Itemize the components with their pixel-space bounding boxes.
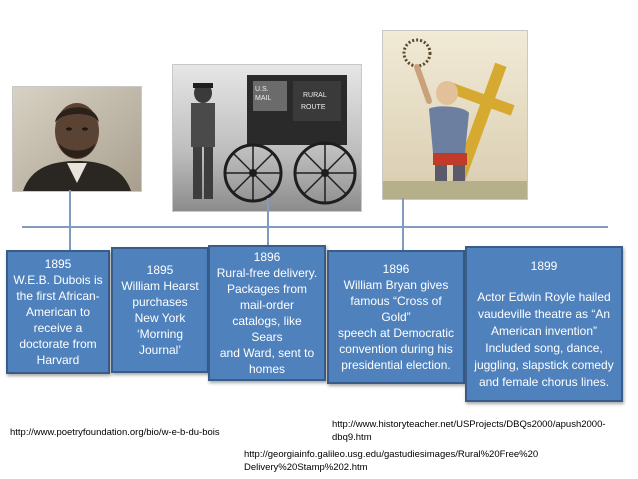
event-description: William Hearst purchases New York ‘Morning Journal’ — [121, 279, 199, 357]
svg-text:ROUTE: ROUTE — [301, 104, 326, 111]
event-year: 1899 — [530, 258, 558, 273]
timeline-axis — [22, 226, 608, 228]
event-year: 1896 — [253, 250, 281, 264]
svg-text:MAIL: MAIL — [255, 95, 272, 102]
svg-text:RURAL: RURAL — [303, 92, 327, 99]
source-caption-poetryfoundation: http://www.poetryfoundation.org/bio/w-e-b-du-bois — [10, 427, 220, 438]
event-description: W.E.B. Dubois is the first African- American to receive a doctorate from Harvard — [13, 273, 103, 367]
connector-line-1 — [69, 190, 71, 250]
event-box-1895-hearst — [111, 247, 209, 373]
event-description: Rural-free delivery. Packages from mail-order catalogs, like Sears and Ward, sent to homes — [216, 266, 318, 376]
svg-text:U.S.: U.S. — [255, 86, 269, 93]
event-box-1899-vaudeville — [465, 246, 623, 402]
event-year: 1895 — [146, 263, 174, 277]
event-box-1896-bryan — [327, 250, 465, 384]
source-caption-historyteacher: http://www.historyteacher.net/USProjects/DBQs2000/apush2000- dbq9.htm — [332, 419, 606, 443]
cross-of-gold-cartoon — [382, 30, 528, 200]
connector-line-3 — [402, 198, 404, 250]
event-description: William Bryan gives famous “Cross of Gold” speech at Democratic convention during his presidential election. — [337, 278, 455, 372]
event-box-1895-dubois — [6, 250, 110, 374]
source-caption-georgiainfo: http://georgiainfo.galileo.usg.edu/gastudiesimages/Rural%20Free%20 Delivery%20Stamp%202.htm — [244, 449, 539, 473]
event-description: Actor Edwin Royle hailed vaudeville theatre as “An American invention” Included song, dance, juggling, slapstick comedy and female chorus lines. — [474, 289, 614, 389]
event-year: 1896 — [382, 262, 410, 276]
dubois-portrait-photo — [12, 86, 142, 192]
rural-mail-wagon-photo — [172, 64, 362, 212]
event-box-1896-rural-delivery — [208, 245, 326, 381]
connector-line-2 — [267, 198, 269, 246]
event-year: 1895 — [44, 257, 72, 271]
